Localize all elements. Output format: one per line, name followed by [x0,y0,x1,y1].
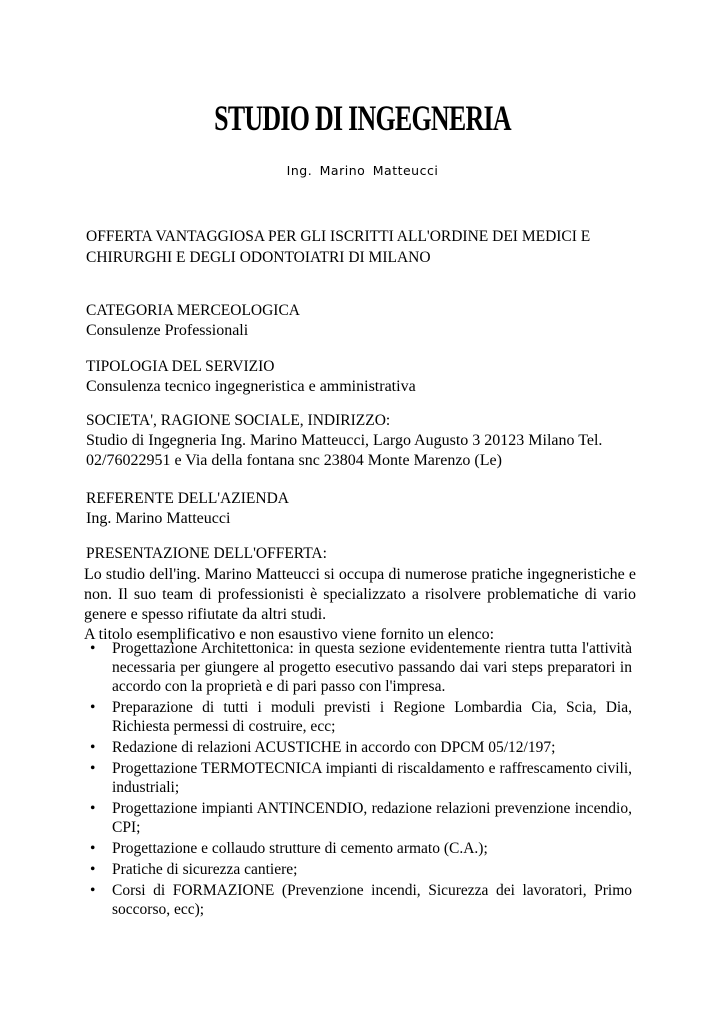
section-categoria [86,300,646,341]
list-item [84,799,632,837]
bullet-icon: • [90,640,96,657]
section-heading: CATEGORIA MERCEOLOGICA [86,302,300,319]
list-item-text: Redazione di relazioni ACUSTICHE in accordo con DPCM 05/12/197; [112,739,556,756]
bullet-icon: • [90,739,96,756]
list-item [84,738,632,757]
section-text: Ing. Marino Matteucci [86,510,231,527]
bullet-icon: • [90,861,96,878]
section-text: Studio di Ingegneria Ing. Marino Matteucci, Largo Augusto 3 20123 Milano Tel. 02/76022951 e Via della fontana snc 23804 Monte Marenzo (Le) [86,432,603,469]
list-item-text: Progettazione TERMOTECNICA impianti di riscaldamento e raffrescamento civili, industriali; [112,760,632,796]
list-item [84,839,632,858]
section-referente [86,488,646,529]
list-item-text: Pratiche di sicurezza cantiere; [112,861,298,878]
section-tipologia [86,356,646,397]
list-item-text: Progettazione e collaudo strutture di cemento armato (C.A.); [112,840,488,857]
list-item [84,698,632,736]
bullet-icon: • [90,800,96,817]
section-heading: REFERENTE DELL'AZIENDA [86,490,289,507]
list-item-text: Corsi di FORMAZIONE (Prevenzione incendi, Sicurezza dei lavoratori, Primo soccorso, ecc); [112,882,632,918]
bullet-icon: • [90,760,96,777]
offer-title: OFFERTA VANTAGGIOSA PER GLI ISCRITTI ALL'ORDINE DEI MEDICI E CHIRURGHI E DEGLI ODONTOIATRI DI MILANO [86,228,591,266]
section-text: Consulenze Professionali [86,322,249,339]
bullet-icon: • [90,699,96,716]
bullet-icon: • [90,882,96,899]
bullet-icon: • [90,840,96,857]
presentation-intro: A titolo esemplificativo e non esaustivo viene fornito un elenco: [84,626,495,643]
list-item [84,860,632,879]
list-item-text: Progettazione Architettonica: in questa sezione evidentemente rientra tutta l'attività necessaria per giungere al progetto esecutivo passando dai vari steps preparatori in accordo con la proprietà e di pari passo con l'impresa. [112,640,632,695]
services-list [84,639,632,921]
page-title: STUDIO DI INGEGNERIA [214,98,511,138]
list-item [84,759,632,797]
list-item [84,881,632,919]
section-presentazione-heading: PRESENTAZIONE DELL'OFFERTA: [86,545,327,562]
list-item [84,639,632,696]
presentation-paragraph: Lo studio dell'ing. Marino Matteucci si occupa di numerose pratiche ingegneristiche e non. Il suo team di professionisti è specializzato a risolvere problematiche di vario genere e spesso rifiutate da altri studi. [84,566,636,623]
section-heading: SOCIETA', RAGIONE SOCIALE, INDIRIZZO: [86,412,391,429]
section-heading: TIPOLOGIA DEL SERVIZIO [86,358,275,375]
section-presentazione [84,565,636,645]
list-item-text: Progettazione impianti ANTINCENDIO, redazione relazioni prevenzione incendio, CPI; [112,800,632,836]
list-item-text: Preparazione di tutti i moduli previsti i Regione Lombardia Cia, Scia, Dia, Richiesta permessi di costruire, ecc; [112,699,632,735]
section-societa [86,410,646,470]
page-subtitle: Ing. Marino Matteucci [286,163,439,178]
section-text: Consulenza tecnico ingegneristica e amministrativa [86,378,416,395]
